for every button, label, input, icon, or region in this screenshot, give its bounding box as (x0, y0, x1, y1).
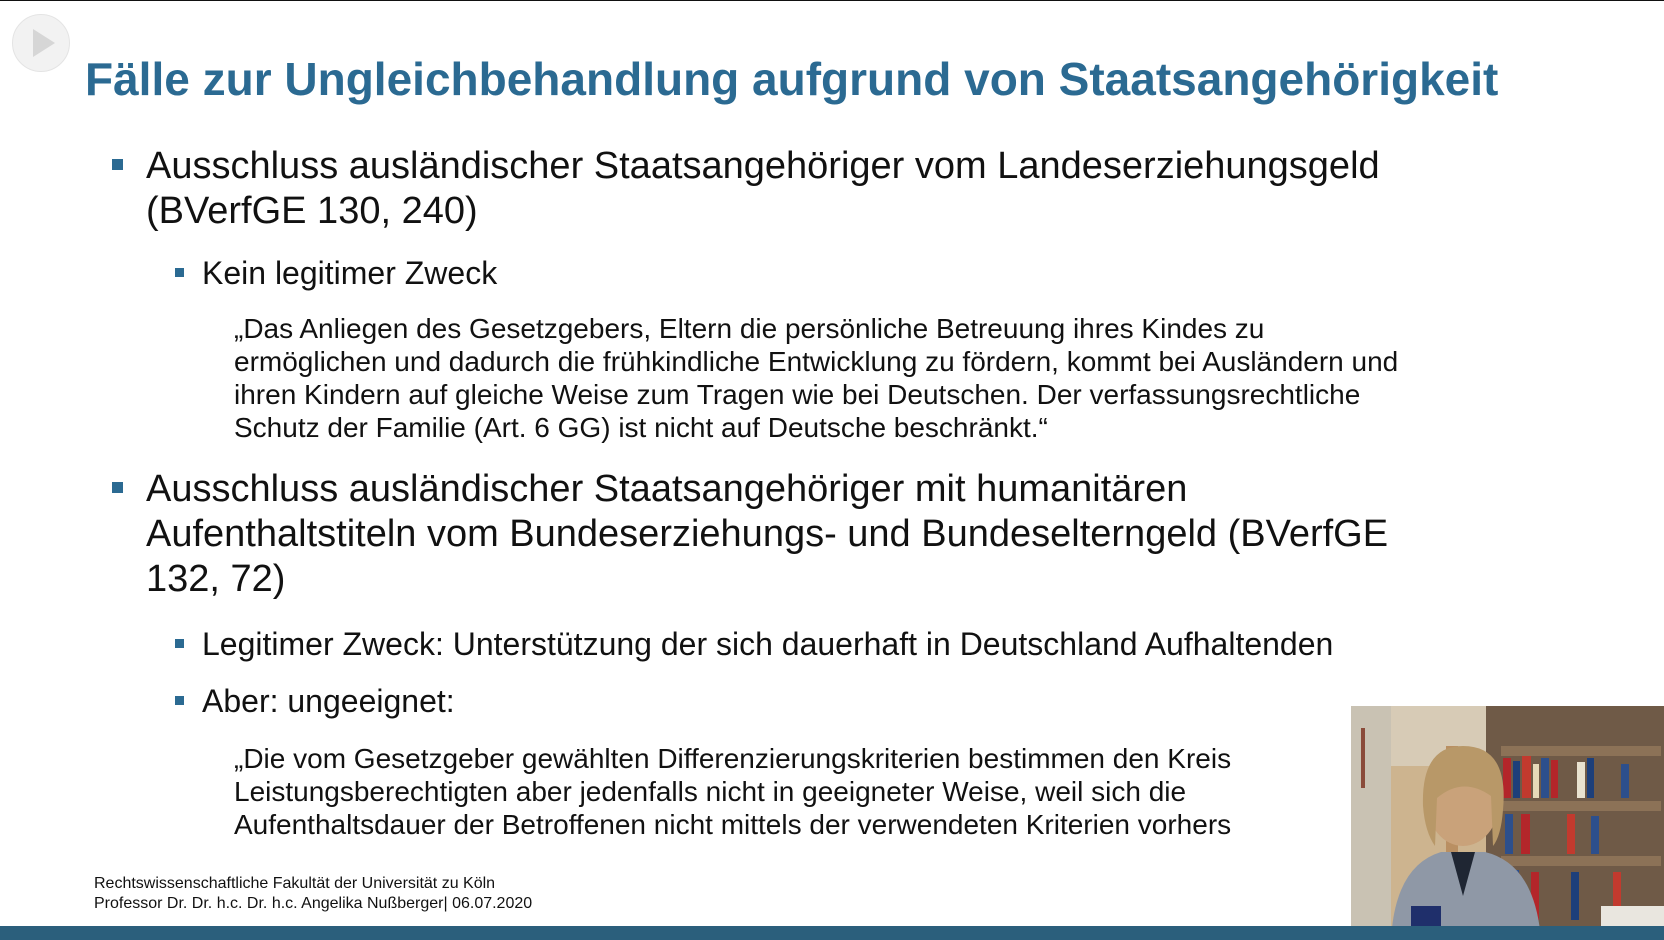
bullet-2-line-3: 132, 72) (146, 558, 286, 600)
quote-2-line-3: Aufenthaltsdauer der Betroffenen nicht mittels der verwendeten Kriterien vorhers (234, 809, 1232, 840)
sub-bullet-marker (175, 696, 184, 705)
slide-footer (94, 874, 532, 914)
bottom-bar (0, 926, 1664, 940)
bullet-marker (112, 159, 123, 170)
play-button[interactable] (12, 14, 70, 72)
bullet-2 (146, 467, 1546, 602)
bullet-2-line-1: Ausschluss ausländischer Staatsangehöriger mit humanitären (146, 468, 1188, 510)
bullet-1-line-2: (BVerfGE 130, 240) (146, 190, 478, 232)
footer-line-1: Rechtswissenschaftliche Fakultät der Universität zu Köln (94, 875, 496, 892)
quote-1-line-4: Schutz der Familie (Art. 6 GG) ist nicht auf Deutsche beschränkt.“ (234, 412, 1048, 443)
bullet-1-line-1: Ausschluss ausländischer Staatsangehöriger vom Landeserziehungsgeld (146, 145, 1380, 187)
bullet-1-sub-1: Kein legitimer Zweck (202, 255, 498, 291)
play-icon (33, 29, 55, 57)
bullet-2-sub-2: Aber: ungeeignet: (202, 683, 455, 719)
quote-1 (234, 312, 1398, 444)
sub-bullet-marker (175, 268, 184, 277)
quote-2 (234, 742, 1231, 841)
bullet-2-sub-1: Legitimer Zweck: Unterstützung der sich dauerhaft in Deutschland Aufhaltenden (202, 626, 1334, 662)
bullet-2-line-2: Aufenthaltstiteln vom Bundeserziehungs- und Bundeselterngeld (BVerfGE (146, 513, 1389, 555)
slide-title: Fälle zur Ungleichbehandlung aufgrund von Staatsangehörigkeit (85, 53, 1499, 105)
quote-1-line-2: ermöglichen und dadurch die frühkindliche Entwicklung zu fördern, kommt bei Ausländern und (234, 346, 1399, 377)
quote-1-line-1: „Das Anliegen des Gesetzgebers, Eltern die persönliche Betreuung ihres Kindes zu (234, 313, 1265, 344)
window-top-border (0, 0, 1664, 1)
bullet-marker (112, 482, 123, 493)
quote-2-line-1: „Die vom Gesetzgeber gewählten Differenzierungskriterien bestimmen den Kreis (234, 743, 1232, 774)
webcam-video (1351, 706, 1664, 940)
bullet-1 (146, 144, 1546, 234)
footer-line-2: Professor Dr. Dr. h.c. Dr. h.c. Angelika Nußberger| 06.07.2020 (94, 895, 533, 912)
quote-2-line-2: Leistungsberechtigten aber jedenfalls nicht in geeigneter Weise, weil sich die (234, 776, 1187, 807)
quote-1-line-3: ihren Kindern auf gleiche Weise zum Tragen wie bei Deutschen. Der verfassungsrechtliche (234, 379, 1361, 410)
webcam-feed-image (1351, 706, 1664, 940)
sub-bullet-marker (175, 639, 184, 648)
